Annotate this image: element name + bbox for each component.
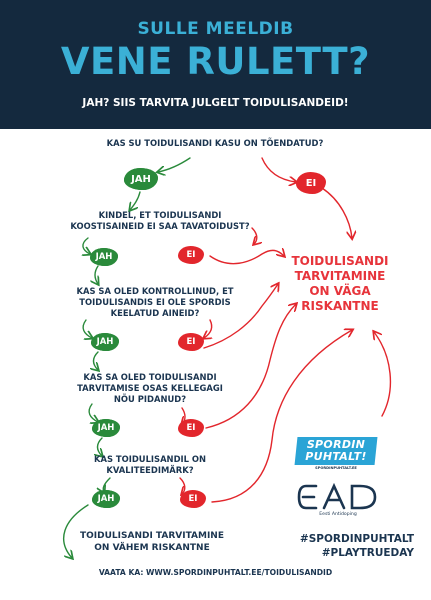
ei-badge-2: EI	[178, 246, 204, 264]
question-3-line1: KAS SA OLED KONTROLLINUD, ET	[76, 286, 234, 296]
spordin-puhtalt-logo	[296, 437, 376, 469]
spordin-logo-url: SPORDINPUHTALT.EE	[315, 466, 357, 470]
question-5	[70, 454, 230, 476]
arrow-q1-jah	[158, 158, 190, 172]
question-1: KAS SU TOIDULISANDI KASU ON TÕENDATUD?	[106, 138, 324, 148]
hashtags	[274, 532, 414, 560]
question-4-line3: NÕU PIDANUD?	[113, 394, 187, 404]
ei-badge-5: EI	[180, 490, 206, 508]
question-2	[60, 210, 260, 232]
outcome-risky	[280, 254, 400, 314]
question-4-line2: TARVITAMISE OSAS KELLEGAGI	[77, 383, 223, 393]
header-title: VENE RULETT?	[60, 40, 371, 83]
arrow-ei1-risky	[322, 188, 352, 238]
arrow-q3-jah	[83, 320, 92, 338]
jah-badge-3: JAH	[91, 333, 119, 351]
question-4	[60, 372, 240, 405]
hashtag-1: #SPORDINPUHTALT	[299, 533, 414, 545]
outcome-safe-line2: ON VÄHEM RISKANTNE	[94, 543, 210, 553]
question-5-line2: KVALITEEDIMÄRK?	[106, 465, 194, 475]
header-subtitle: SULLE MEELDIB	[137, 19, 294, 39]
question-2-line1: KINDEL, ET TOIDULISANDI	[98, 210, 222, 220]
spordin-logo-line2: PUHTALT!	[305, 450, 367, 463]
spordin-logo-line1: SPORDIN	[306, 438, 366, 451]
ead-logo-subtitle: Eesti Antidoping	[319, 512, 357, 517]
question-2-line2: KOOSTISAINEID EI SAA TAVATOIDUST?	[70, 221, 250, 231]
outcome-safe	[72, 530, 232, 554]
arrow-q2-jah	[83, 238, 90, 254]
outcome-risky-line1: TOIDULISANDI	[291, 254, 389, 268]
ei-badge-1: EI	[296, 172, 326, 194]
arrow-ei4-risky	[206, 304, 296, 428]
outcome-risky-line4: RISKANTNE	[301, 299, 379, 313]
ead-logo-icon	[296, 482, 380, 512]
arrow-jah3-q4	[94, 352, 99, 370]
ei-badge-4: EI	[178, 419, 204, 437]
arrow-jah1-q2	[130, 192, 140, 210]
arrow-q3-ei	[204, 320, 212, 338]
hashtag-2: #PLAYTRUEDAY	[321, 547, 414, 559]
outcome-risky-line3: ON VÄGA	[309, 284, 371, 298]
arrow-jah2-q3	[95, 266, 98, 284]
question-3-line3: KEELATUD AINEID?	[110, 308, 200, 318]
arrow-q4-jah	[89, 404, 98, 422]
jah-badge-4: JAH	[92, 419, 120, 437]
outcome-risky-line2: TARVITAMINE	[294, 269, 386, 283]
arrow-q1-ei	[262, 158, 296, 182]
footer-link[interactable]: VAATA KA: WWW.SPORDINPUHTALT.EE/TOIDULISANDID	[98, 568, 333, 577]
jah-badge-2: JAH	[90, 248, 118, 266]
outcome-safe-line1: TOIDULISANDI TARVITAMINE	[80, 531, 224, 541]
header-tagline: JAH? SIIS TARVITA JULGELT TOIDULISANDEID!	[82, 97, 349, 109]
question-3	[50, 286, 260, 319]
arrow-side-risky	[374, 332, 390, 416]
question-5-line1: KAS TOIDULISANDIL ON	[93, 454, 207, 464]
question-3-line2: TOIDULISANDIS EI OLE SPORDIS	[79, 297, 231, 307]
jah-badge-1: JAH	[124, 168, 158, 190]
arrow-ei2-risky	[210, 250, 284, 263]
question-4-line1: KAS SA OLED TOIDULISANDI	[83, 372, 217, 382]
ei-badge-3: EI	[178, 333, 204, 351]
jah-badge-5: JAH	[92, 490, 120, 508]
